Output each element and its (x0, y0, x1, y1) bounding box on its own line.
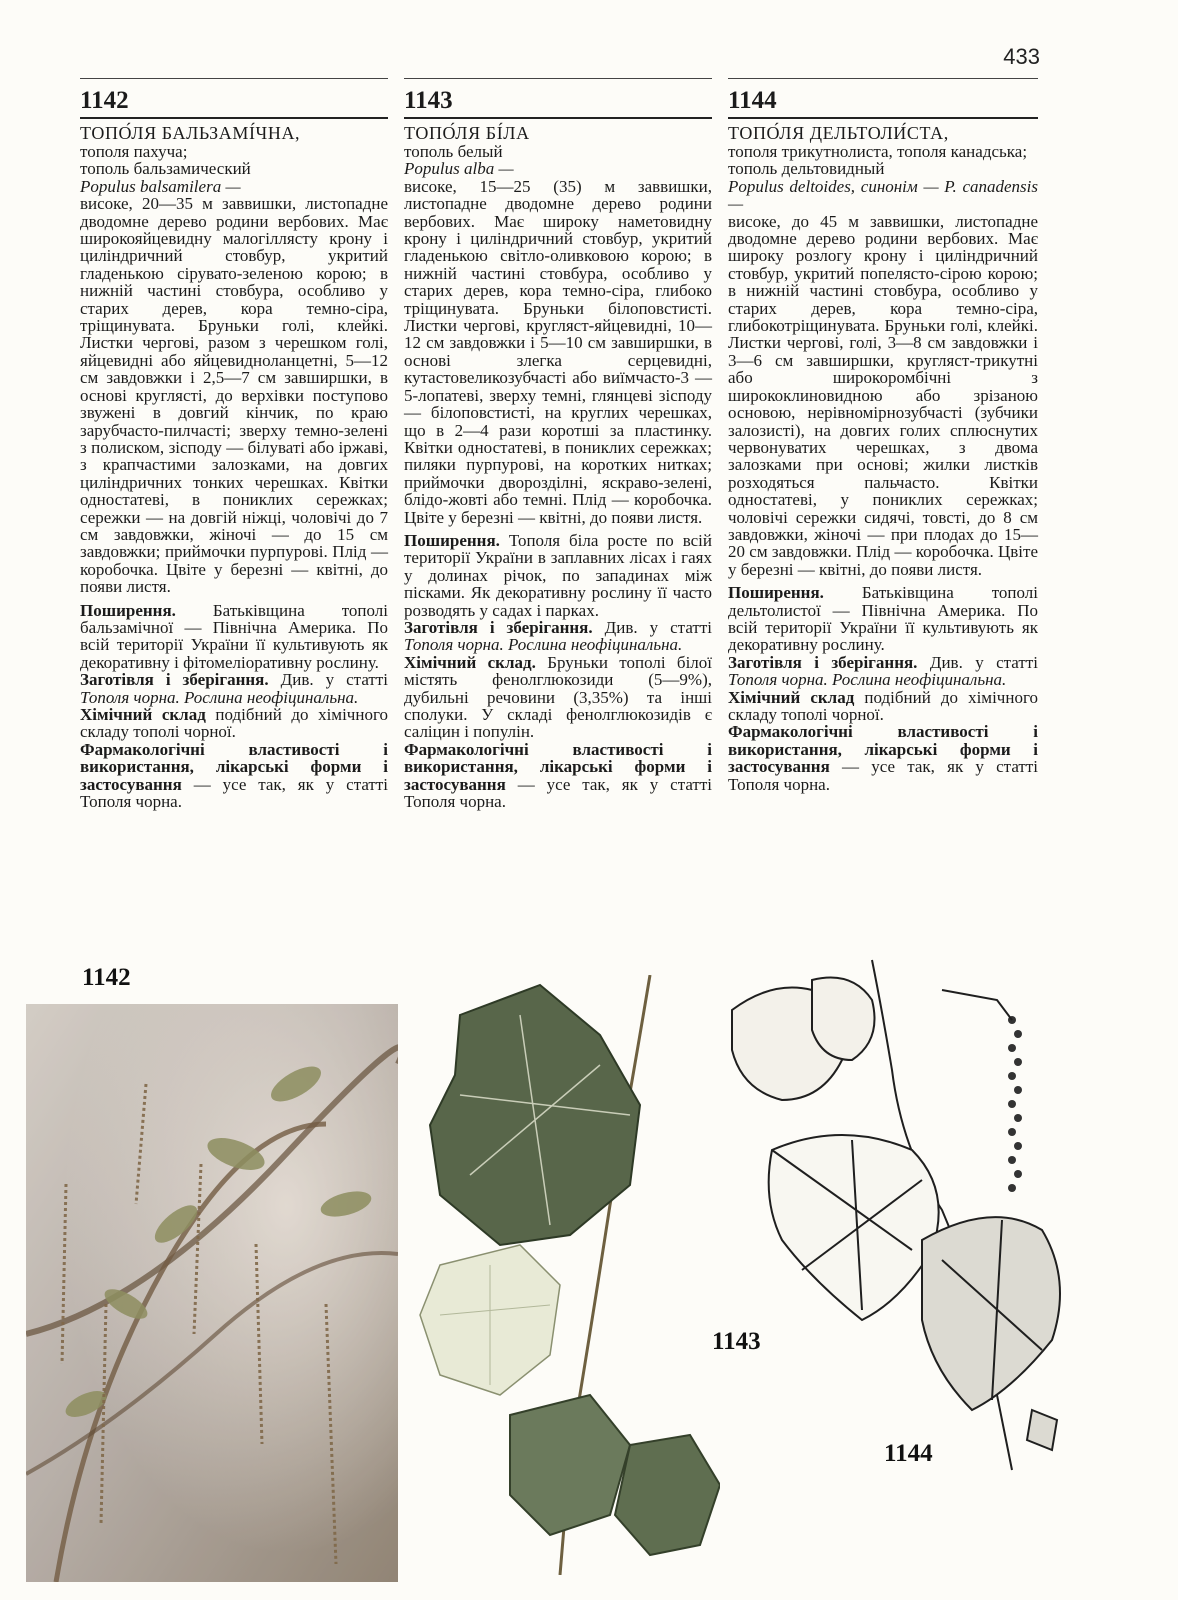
storage-reference: Тополя чорна. Рослина неофіцинальна. (80, 687, 359, 707)
entry-title: ТОПО́ЛЯ БАЛЬЗАМІ́ЧНА, (80, 123, 301, 143)
pharm-section (80, 741, 388, 811)
page-number: 433 (1003, 44, 1040, 69)
entry-1142 (80, 78, 388, 810)
chem-heading: Хімічний склад (728, 687, 855, 707)
latin-name: Populus balsamilera — (80, 176, 241, 196)
figure-label-1143: 1143 (712, 1328, 761, 1355)
top-rule (80, 78, 388, 79)
synonym: тополь белый (404, 142, 503, 161)
heading-rule (404, 117, 712, 119)
spread-text: Тополя біла росте по всій території України в заплавних лісах і гаях у долинах річок, по западинах між пісками. Як декоративну рослину її часто розводять у садах і парках. (404, 530, 712, 620)
pharm-heading: Фармакологічні властивості і використання, лікарські форми і застосування (80, 739, 388, 794)
pharm-text: — усе так, як у статті Тополя чорна. (728, 757, 1039, 794)
entry-1144 (728, 78, 1038, 793)
chem-section (728, 689, 1038, 724)
top-rule (404, 78, 712, 79)
storage-section (80, 671, 388, 706)
entry-1143 (404, 78, 712, 810)
storage-section (404, 619, 712, 654)
chem-heading: Хімічний склад (80, 705, 206, 724)
chem-text: подібний до хімічного складу тополі чорної. (80, 705, 388, 742)
storage-reference: Тополя чорна. Рослина неофіцинальна. (728, 670, 1007, 690)
heading-rule (728, 117, 1038, 119)
heading-rule (80, 117, 388, 119)
spread-heading: Поширення. (404, 530, 500, 550)
spread-section (728, 584, 1038, 654)
synonym: тополя пахуча; (80, 142, 188, 161)
latin-name: Populus deltoides, синонім — P. canadensis — (728, 176, 1038, 214)
storage-heading: Заготівля і зберігання. (80, 670, 269, 690)
entry-title: ТОПО́ЛЯ БІ́ЛА (404, 123, 530, 143)
pharm-text: — усе так, як у статті Тополя чорна. (80, 774, 389, 812)
white-poplar-illustration (400, 975, 720, 1575)
spread-text: Батьківщина тополі дельтолистої — Північна Америка. По всій території України її культивують як декоративну рослину. (728, 583, 1038, 655)
description: високе, 20—35 м заввишки, листопадне дводомне дерево родини вербових. Має широкояйцевидну малогіллясту крону і циліндричний стовбур, укритий гладенькою сірувато-зеленою корою; в нижній частині стовбура, особливо у старих дерев, кора темно-сіра, тріщинувата. Бруньки голі, клейкі. Листки чергові, разом з черешком голі, яйцевидні або яйцевидноланцетні, 5—12 см завдовжки і 2,5—7 см завширшки, в основі круглясті, до верхівки поступово звужені в довгий кінчик, по краю зарубчасто-пилчасті; зверху темно-зелені з полиском, зісподу — білуваті або іржаві, з крапчастими залозками, на довгих циліндричних тонких черешках. Квітки одностатеві, в пониклих сережках; сережки — на довгій ніжці, чоловічі до 7 см завдовжки, жіночі — до 15 см завдовжки; приймочки пурпурові. Плід — коробочка. Цвіте у березні — квітні, до появи листя. (80, 194, 388, 597)
entry-number: 1144 (728, 87, 777, 114)
chem-heading: Хімічний склад. (404, 652, 536, 672)
synonym: тополь бальзамический (80, 159, 251, 179)
storage-text: Див. у статті (604, 617, 713, 637)
balsam-poplar-photo (26, 1004, 398, 1582)
pharm-section (728, 723, 1038, 793)
chem-text: подібний до хімічного складу тополі чорної. (728, 687, 1038, 724)
synonym: тополь дельтовидный (728, 159, 885, 179)
spread-heading: Поширення. (728, 583, 824, 603)
entry-number: 1142 (80, 87, 129, 114)
pharm-text: — усе так, як у статті Тополя чорна. (404, 774, 713, 812)
pharm-heading: Фармакологічні властивості і використання, лікарські форми і застосування (728, 722, 1038, 777)
storage-heading: Заготівля і зберігання. (728, 652, 918, 672)
top-rule (728, 78, 1038, 79)
cottonwood-illustration (712, 950, 1112, 1500)
chem-text: Бруньки тополі білої містять фенолглюкозиди (5—9%), дубильні речовини (3,35%) та інші сполуки. У складі фенолглюкозидів є саліцин і популін. (404, 652, 712, 742)
description: високе, 15—25 (35) м заввишки, листопадне дводомне дерево родини вербових. Має широку наметовидну крону і циліндричний стовбур, укритий гладенькою світло-оливковою корою; в нижній частині стовбура, особливо у старих дерев, кора темно-сіра, глибоко тріщинувата. Бруньки білоповстисті. Листки чергові, кругляст-яйцевидні, 10—12 см завдовжки і 5—10 см завширшки, в основі злегка серцевидні, кутастовеликозубчасті або виїмчасто-3 — 5-лопатеві, зверху темні, глянцеві зісподу — білоповстисті, на круглих черешках, що в 2—4 рази коротші за пластинку. Квітки одностатеві, в пониклих сережках; пиляки пурпурові, на коротких нитках; приймочки дворозділні, яскраво-зелені, блідо-жовті або темні. Плід — коробочка. Цвіте у березні — квітні, до появи листя. (404, 176, 712, 527)
pharm-section (404, 741, 712, 811)
latin-name: Populus alba — (404, 159, 514, 179)
storage-text: Див. у статті (280, 670, 389, 690)
storage-heading: Заготівля і зберігання. (404, 617, 593, 637)
description: високе, до 45 м заввишки, листопадне дводомне дерево родини вербових. Має широку розлогу крону і циліндричний стовбур, укритий попелясто-сірою корою; в нижній частині стовбура, особливо у старих дерев, кора темно-сіра, глибокотріщинувата. Бруньки голі, клейкі. Листки чергові, голі, 3—8 см завдовжки і 3—6 см завширшки, кругляст-трикутні або широкоромбічні з ширококлиновидною або зрізаною основою, нерівномірнозубчасті (зубчики залозисті), на довгих голих сплюснутих червонуватих черешках, з двома залозками при основі; жилки листків розходяться пальчасто. Квітки одностатеві, у пониклих сережках; чоловічі сережки сидячі, товсті, до 8 см завдовжки, жіночі — при плодах до 15—20 см завдовжки. Плід — коробочка. Цвіте у березні — квітні, до появи листя. (728, 211, 1038, 579)
entry-title: ТОПО́ЛЯ ДЕЛЬТОЛИ́СТА, (728, 123, 949, 143)
storage-reference: Тополя чорна. Рослина неофіцинальна. (404, 635, 683, 655)
storage-section (728, 654, 1038, 689)
spread-heading: Поширення. (80, 600, 176, 620)
pharm-heading: Фармакологічні властивості і використання, лікарські форми і застосування (404, 739, 712, 794)
spread-section (404, 532, 712, 619)
figure-label-1144: 1144 (884, 1440, 933, 1467)
figure-label-1142: 1142 (82, 964, 131, 991)
chem-section (80, 706, 388, 741)
entry-number: 1143 (404, 87, 453, 114)
chem-section (404, 654, 712, 741)
spread-section (80, 602, 388, 672)
synonym: тополя трикутнолиста, тополя канадська; (728, 142, 1028, 161)
spread-text: Батьківщина тополі бальзамічної — Північна Америка. По всій території України її культивують як декоративну і фітомеліоративну рослину. (80, 600, 388, 672)
storage-text: Див. у статті (929, 652, 1038, 672)
